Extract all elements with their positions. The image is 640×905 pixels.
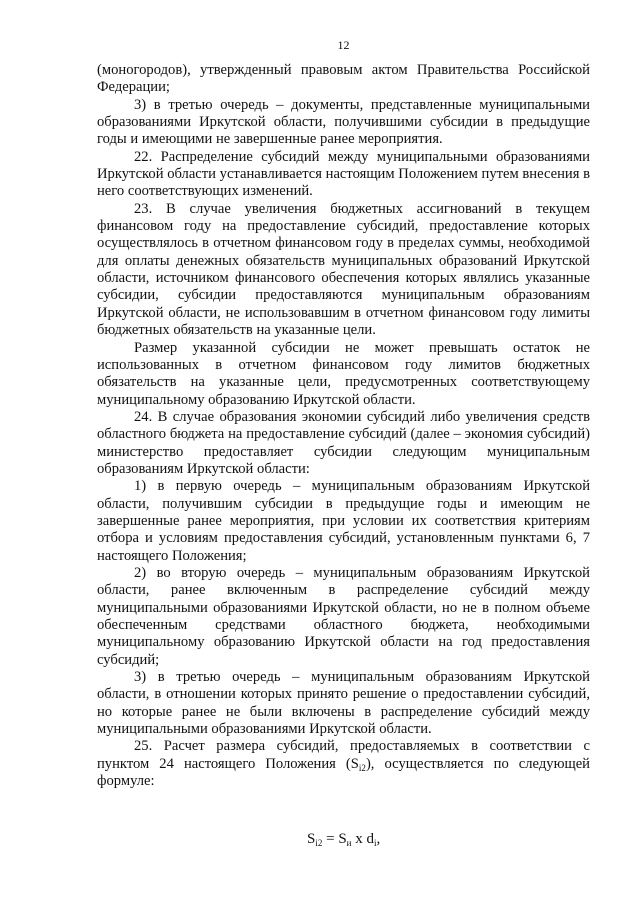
paragraph-22: 22. Распределение субсидий между муниципальными образованиями Иркутской области устанавливается настоящим Положением путем внесения в него соответствующих изменений. — [97, 148, 590, 200]
formula-equals: = S — [322, 831, 347, 847]
paragraph-25-text-after: ), осуществляется по следующей формуле: — [97, 755, 590, 790]
document-body — [97, 62, 590, 790]
paragraph-25-subscript: i2 — [358, 762, 366, 773]
paragraph-25 — [97, 738, 590, 790]
paragraph-continuation: (моногородов), утвержденный правовым актом Правительства Российской Федерации; — [97, 62, 590, 96]
paragraph-24: 24. В случае образования экономии субсидий либо увеличения средств областного бюджета на предоставление субсидий (далее – экономия субсидий) министерство предоставляет субсидии следующим муниципальным образованиям Иркутской области: — [97, 408, 590, 477]
formula-tail: , — [376, 831, 381, 847]
formula-mid-subscript: и — [346, 838, 352, 848]
paragraph-23: 23. В случае увеличения бюджетных ассигнований в текущем финансовом году на предоставление субсидий, предоставление которых осуществлялось в отчетном финансовом году в пределах суммы, необходимой для оплаты денежных обязательств муниципальных образований Иркутской области, источником финансового обеспечения которых являлись указанные субсидии, субсидии предоставляются муниципальным образованиям Иркутской области, не использовавшим в отчетном финансовом году лимиты бюджетных обязательств на указанные цели. — [97, 200, 590, 339]
paragraph-24-item-3: 3) в третью очередь – муниципальным образованиям Иркутской области, в отношении которых принято решение о предоставлении субсидий, но которые ранее не были включены в распределение субсидий между муниципальными образованиями Иркутской области. — [97, 669, 590, 738]
paragraph-subsidy-size: Размер указанной субсидии не может превышать остаток не использованных в отчетном финансовом году лимитов бюджетных обязательств на указанные цели, предусмотренных соответствующему муниципальному образованию Иркутской области. — [97, 339, 590, 408]
paragraph-24-item-2: 2) во вторую очередь – муниципальным образованиям Иркутской области, ранее включенным в распределение субсидий между муниципальными образованиями Иркутской области, но не в полном объеме обеспеченным средствами областного бюджета, необходимыми муниципальному образованию Иркутской области на год предоставления субсидий; — [97, 564, 590, 668]
formula-lhs: S — [307, 831, 316, 847]
page-number: 12 — [337, 38, 350, 52]
paragraph-24-item-1: 1) в первую очередь – муниципальным образованиям Иркутской области, получившим субсидии в предыдущие годы и имеющим не завершенные ранее мероприятия, при условии их соответствия критериям отбора и условиям предоставления субсидий, установленным пунктами 6, 7 настоящего Положения; — [97, 478, 590, 564]
formula-lhs-subscript: i2 — [315, 838, 323, 848]
formula-rhs-subscript: i — [374, 838, 377, 848]
formula-times: x d — [351, 831, 374, 847]
formula — [307, 830, 380, 848]
paragraph-25-text-before: 25. Расчет размера субсидий, предоставляемых в соответствии с пунктом 24 настоящего Положения (S — [97, 738, 590, 772]
paragraph-item-3: 3) в третью очередь – документы, представленные муниципальными образованиями Иркутской области, получившими субсидии в предыдущие годы и имеющими не завершенные ранее мероприятия. — [97, 96, 590, 148]
